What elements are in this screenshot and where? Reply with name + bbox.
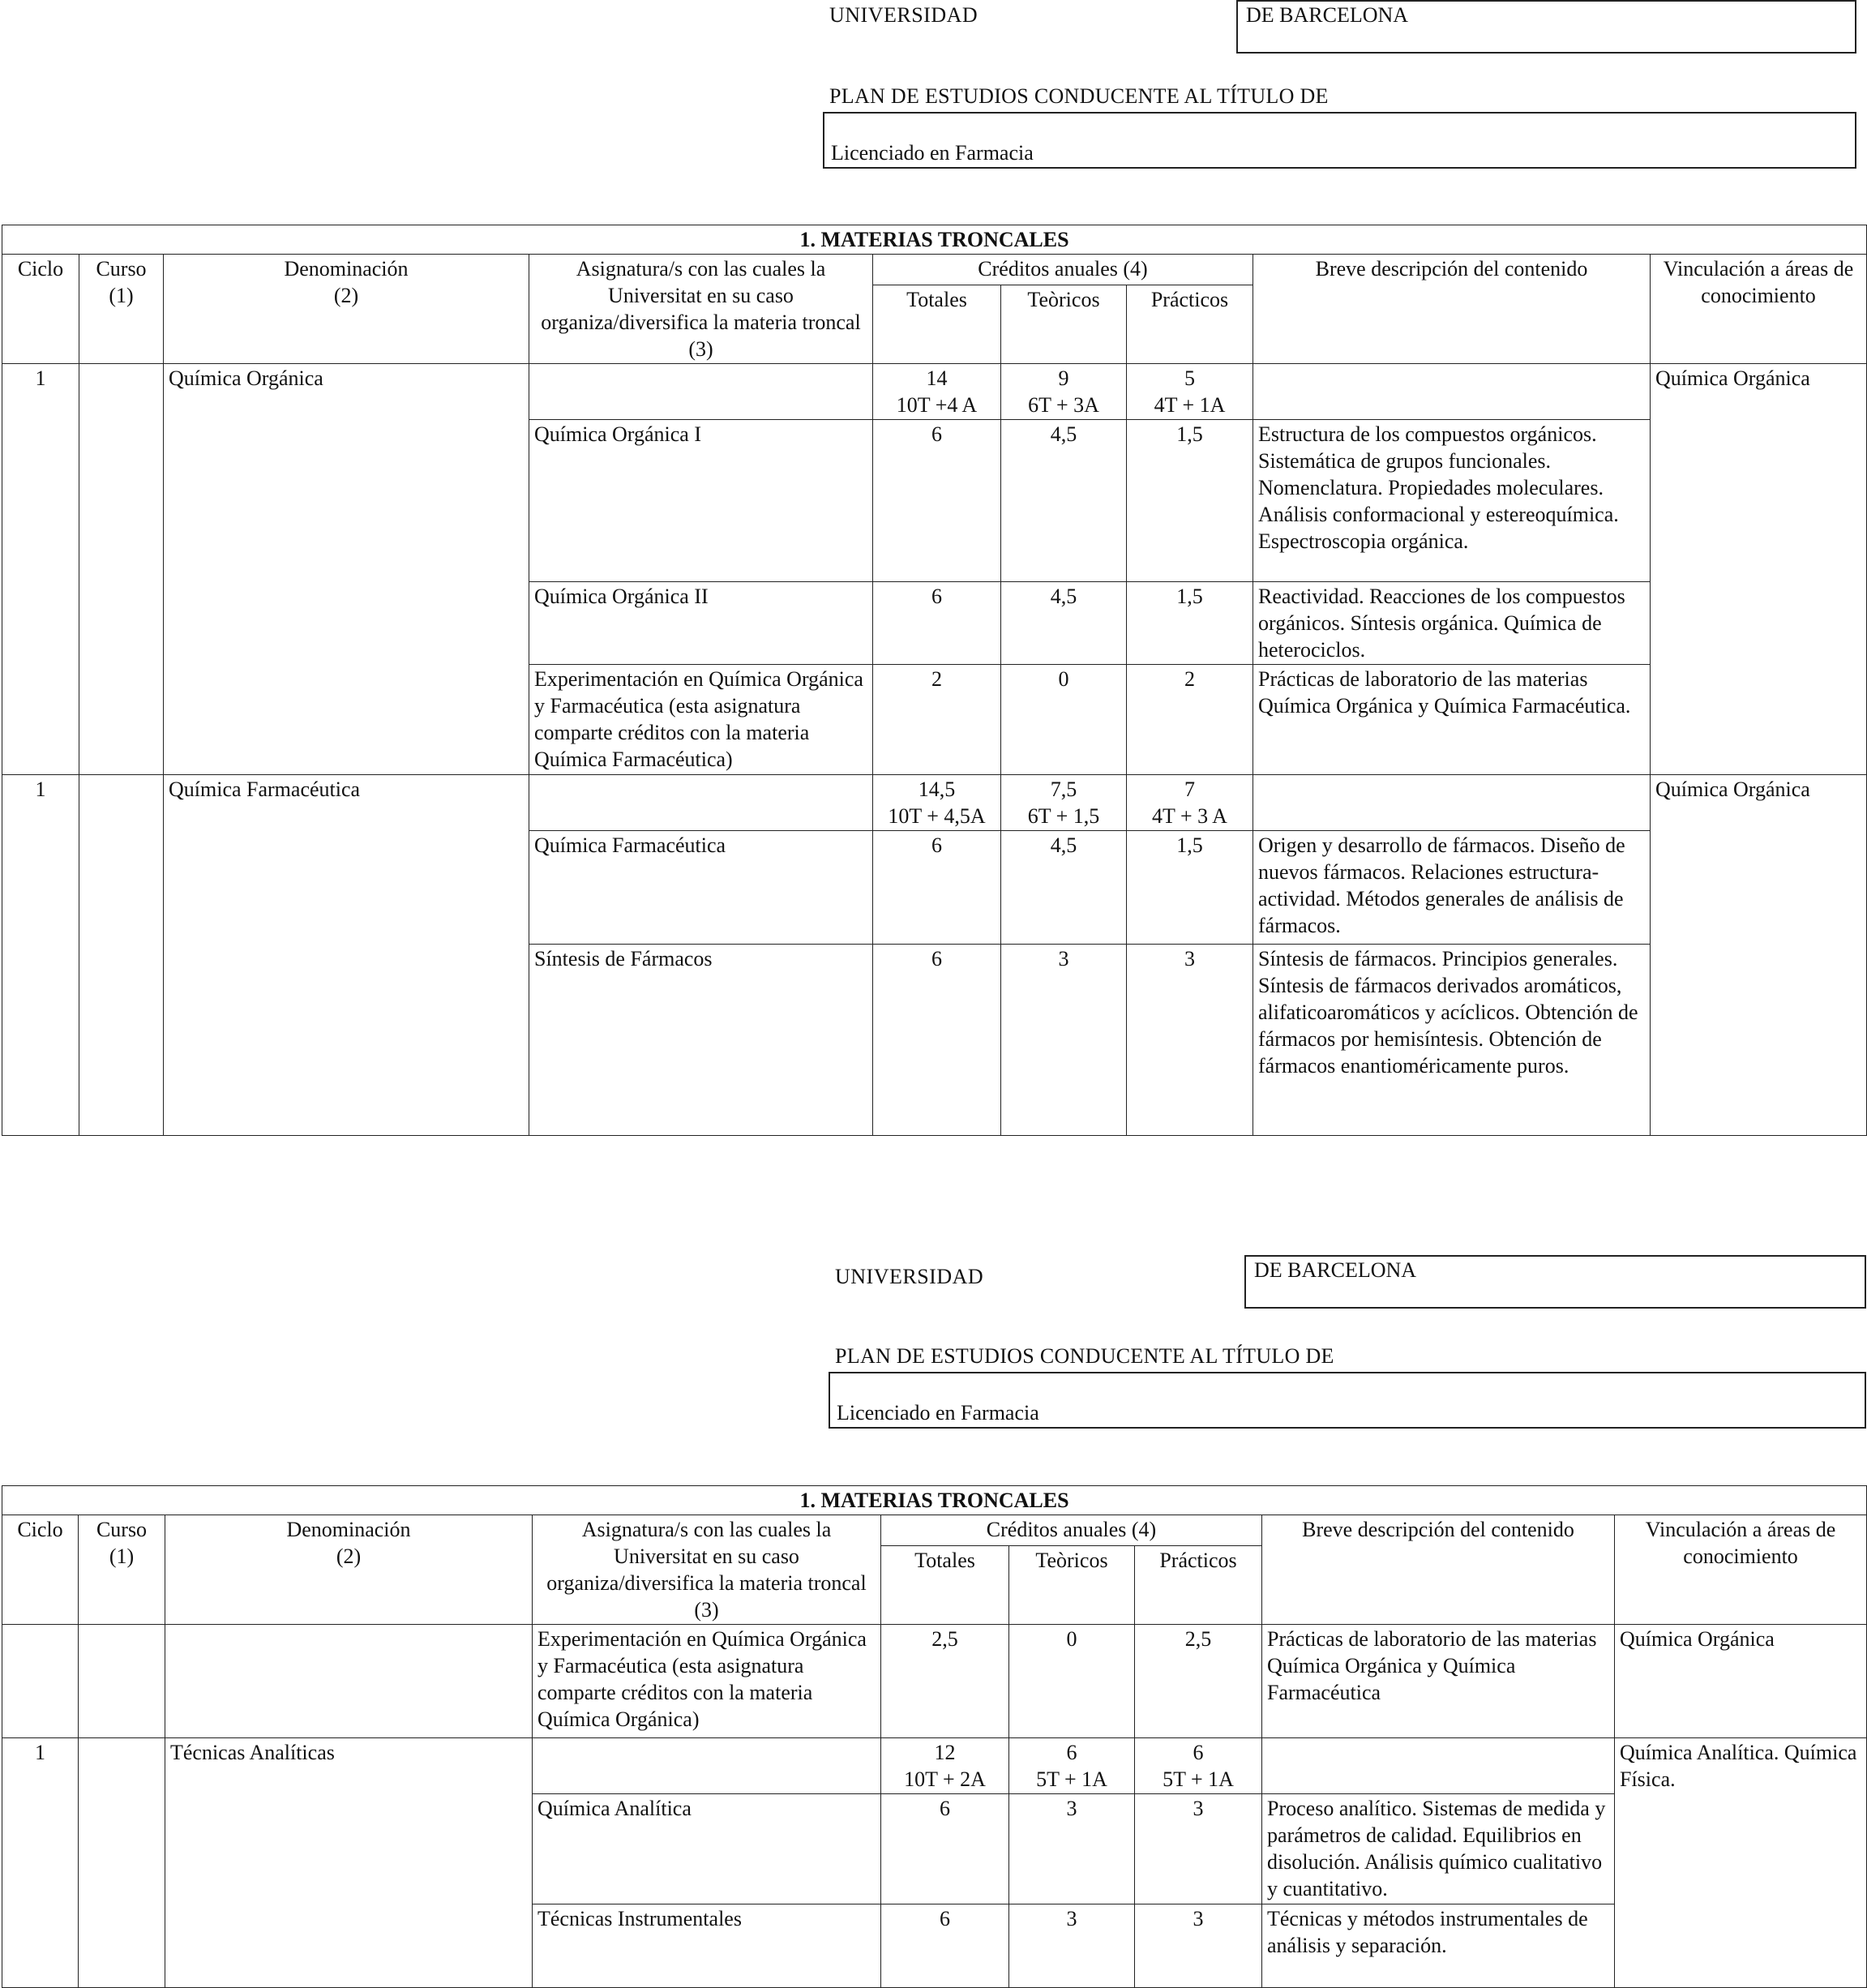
col-vinculacion: Vinculación a áreas de conocimiento (1615, 1515, 1867, 1625)
cell-asignatura: Química Orgánica II (529, 582, 873, 665)
col-totales: Totales (873, 285, 1001, 364)
cell-ciclo (2, 1625, 79, 1738)
cell-asignatura: Experimentación en Química Orgánica y Farmacéutica (esta asignatura comparte créditos con la materia Química Orgánica) (533, 1625, 881, 1738)
cell-descripcion (1253, 364, 1651, 420)
col-ciclo: Ciclo (2, 255, 79, 364)
cell-curso (79, 364, 164, 775)
header-row-1 (2, 255, 1867, 285)
cell-descripcion (1262, 1738, 1615, 1794)
cell-practicos: 5 4T + 1A (1127, 364, 1253, 420)
cell-denominacion: Química Farmacéutica (164, 775, 529, 1136)
cell-vinculacion: Química Orgánica (1615, 1625, 1867, 1738)
cell-asignatura: Química Farmacéutica (529, 831, 873, 945)
cell-totales: 2 (873, 665, 1001, 775)
cell-practicos: 2 (1127, 665, 1253, 775)
cell-descripcion: Proceso analítico. Sistemas de medida y parámetros de calidad. Equilibrios en disolución. Análisis químico cualitativo y cuantitativo. (1262, 1794, 1615, 1904)
cell-asignatura: Síntesis de Fármacos (529, 945, 873, 1136)
degree-title-box (829, 1372, 1866, 1429)
header-row-1 (2, 1515, 1867, 1546)
degree-value: Licenciado en Farmacia (837, 1401, 1039, 1425)
cell-practicos: 2,5 (1135, 1625, 1262, 1738)
table-row (2, 364, 1867, 420)
col-ciclo: Ciclo (2, 1515, 79, 1625)
cell-practicos: 1,5 (1127, 420, 1253, 582)
cell-totales: 6 (881, 1794, 1009, 1904)
cell-practicos: 7 4T + 3 A (1127, 775, 1253, 831)
cell-vinculacion: Química Analítica. Química Física. (1615, 1738, 1867, 1988)
degree-value: Licenciado en Farmacia (831, 141, 1034, 165)
cell-descripcion: Técnicas y métodos instrumentales de análisis y separación. (1262, 1904, 1615, 1988)
col-asignatura: Asignatura/s con las cuales la Universitat en su caso organiza/diversifica la materia troncal (3) (533, 1515, 881, 1625)
col-practicos: Prácticos (1135, 1546, 1262, 1625)
cell-asignatura: Química Analítica (533, 1794, 881, 1904)
university-label: UNIVERSIDAD (835, 1265, 984, 1288)
cell-ciclo: 1 (2, 775, 79, 1136)
cell-descripcion: Prácticas de laboratorio de las materias Química Orgánica y Química Farmacéutica (1262, 1625, 1615, 1738)
table-row (2, 1738, 1867, 1794)
cell-curso (79, 1738, 165, 1988)
cell-teoricos: 3 (1009, 1794, 1135, 1904)
section-title: 1. MATERIAS TRONCALES (2, 1486, 1867, 1515)
university-value: DE BARCELONA (1254, 1258, 1417, 1282)
university-value-box (1244, 1255, 1866, 1309)
cell-teoricos: 9 6T + 3A (1001, 364, 1127, 420)
cell-teoricos: 6 5T + 1A (1009, 1738, 1135, 1794)
cell-asignatura: Química Orgánica I (529, 420, 873, 582)
section-title-row (2, 1486, 1867, 1515)
cell-practicos: 3 (1135, 1904, 1262, 1988)
cell-practicos: 1,5 (1127, 582, 1253, 665)
table-row (2, 1625, 1867, 1738)
cell-descripcion: Origen y desarrollo de fármacos. Diseño de nuevos fármacos. Relaciones estructura-actividad. Métodos generales de análisis de fármacos. (1253, 831, 1651, 945)
cell-teoricos: 0 (1009, 1625, 1135, 1738)
cell-totales: 6 (873, 945, 1001, 1136)
cell-vinculacion: Química Orgánica (1651, 364, 1867, 775)
cell-descripcion: Síntesis de fármacos. Principios generales. Síntesis de fármacos derivados aromáticos, alifaticoaromáticos y acíclicos. Obtención de fármacos por hemisíntesis. Obtención de fármacos enantioméricamente puros. (1253, 945, 1651, 1136)
cell-teoricos: 4,5 (1001, 582, 1127, 665)
col-asignatura: Asignatura/s con las cuales la Universitat en su caso organiza/diversifica la materia troncal (3) (529, 255, 873, 364)
col-creditos: Créditos anuales (4) (881, 1515, 1262, 1546)
col-descripcion: Breve descripción del contenido (1262, 1515, 1615, 1625)
cell-totales: 14,5 10T + 4,5A (873, 775, 1001, 831)
cell-curso (79, 1625, 165, 1738)
cell-denominacion (165, 1625, 533, 1738)
cell-practicos: 6 5T + 1A (1135, 1738, 1262, 1794)
cell-curso (79, 775, 164, 1136)
col-creditos: Créditos anuales (4) (873, 255, 1253, 285)
degree-title-box (823, 112, 1856, 169)
section-title: 1. MATERIAS TRONCALES (2, 225, 1867, 255)
cell-denominacion: Técnicas Analíticas (165, 1738, 533, 1988)
cell-asignatura (533, 1738, 881, 1794)
col-descripcion: Breve descripción del contenido (1253, 255, 1651, 364)
cell-asignatura (529, 364, 873, 420)
cell-practicos: 1,5 (1127, 831, 1253, 945)
cell-descripcion (1253, 775, 1651, 831)
col-practicos: Prácticos (1127, 285, 1253, 364)
col-curso: Curso (1) (79, 1515, 165, 1625)
plan-label: PLAN DE ESTUDIOS CONDUCENTE AL TÍTULO DE (829, 84, 1329, 108)
col-denominacion: Denominación (2) (164, 255, 529, 364)
university-value: DE BARCELONA (1246, 3, 1409, 27)
cell-teoricos: 4,5 (1001, 420, 1127, 582)
cell-teoricos: 0 (1001, 665, 1127, 775)
cell-practicos: 3 (1135, 1794, 1262, 1904)
cell-ciclo: 1 (2, 364, 79, 775)
col-denominacion: Denominación (2) (165, 1515, 533, 1625)
cell-asignatura: Técnicas Instrumentales (533, 1904, 881, 1988)
cell-descripcion: Prácticas de laboratorio de las materias Química Orgánica y Química Farmacéutica. (1253, 665, 1651, 775)
cell-teoricos: 4,5 (1001, 831, 1127, 945)
cell-totales: 6 (881, 1904, 1009, 1988)
cell-teoricos: 7,5 6T + 1,5 (1001, 775, 1127, 831)
col-teoricos: Teòricos (1001, 285, 1127, 364)
table-row (2, 775, 1867, 831)
cell-totales: 14 10T +4 A (873, 364, 1001, 420)
cell-teoricos: 3 (1009, 1904, 1135, 1988)
university-value-box (1236, 0, 1856, 54)
cell-asignatura (529, 775, 873, 831)
cell-totales: 2,5 (881, 1625, 1009, 1738)
cell-teoricos: 3 (1001, 945, 1127, 1136)
cell-vinculacion: Química Orgánica (1651, 775, 1867, 1136)
cell-descripcion: Estructura de los compuestos orgánicos. Sistemática de grupos funcionales. Nomenclatura. Propiedades moleculares. Análisis conformacional y estereoquímica. Espectroscopia orgánica. (1253, 420, 1651, 582)
cell-asignatura: Experimentación en Química Orgánica y Farmacéutica (esta asignatura comparte créditos con la materia Química Farmacéutica) (529, 665, 873, 775)
plan-label: PLAN DE ESTUDIOS CONDUCENTE AL TÍTULO DE (835, 1344, 1334, 1368)
cell-denominacion: Química Orgánica (164, 364, 529, 775)
university-label: UNIVERSIDAD (829, 3, 978, 27)
col-curso: Curso (1) (79, 255, 164, 364)
cell-totales: 12 10T + 2A (881, 1738, 1009, 1794)
cell-practicos: 3 (1127, 945, 1253, 1136)
cell-totales: 6 (873, 582, 1001, 665)
cell-totales: 6 (873, 420, 1001, 582)
col-teoricos: Teòricos (1009, 1546, 1135, 1625)
cell-totales: 6 (873, 831, 1001, 945)
materias-troncales-table (2, 225, 1867, 1136)
materias-troncales-table (2, 1485, 1867, 1988)
cell-descripcion: Reactividad. Reacciones de los compuestos orgánicos. Síntesis orgánica. Química de heterociclos. (1253, 582, 1651, 665)
col-totales: Totales (881, 1546, 1009, 1625)
section-title-row (2, 225, 1867, 255)
cell-ciclo: 1 (2, 1738, 79, 1988)
col-vinculacion: Vinculación a áreas de conocimiento (1651, 255, 1867, 364)
